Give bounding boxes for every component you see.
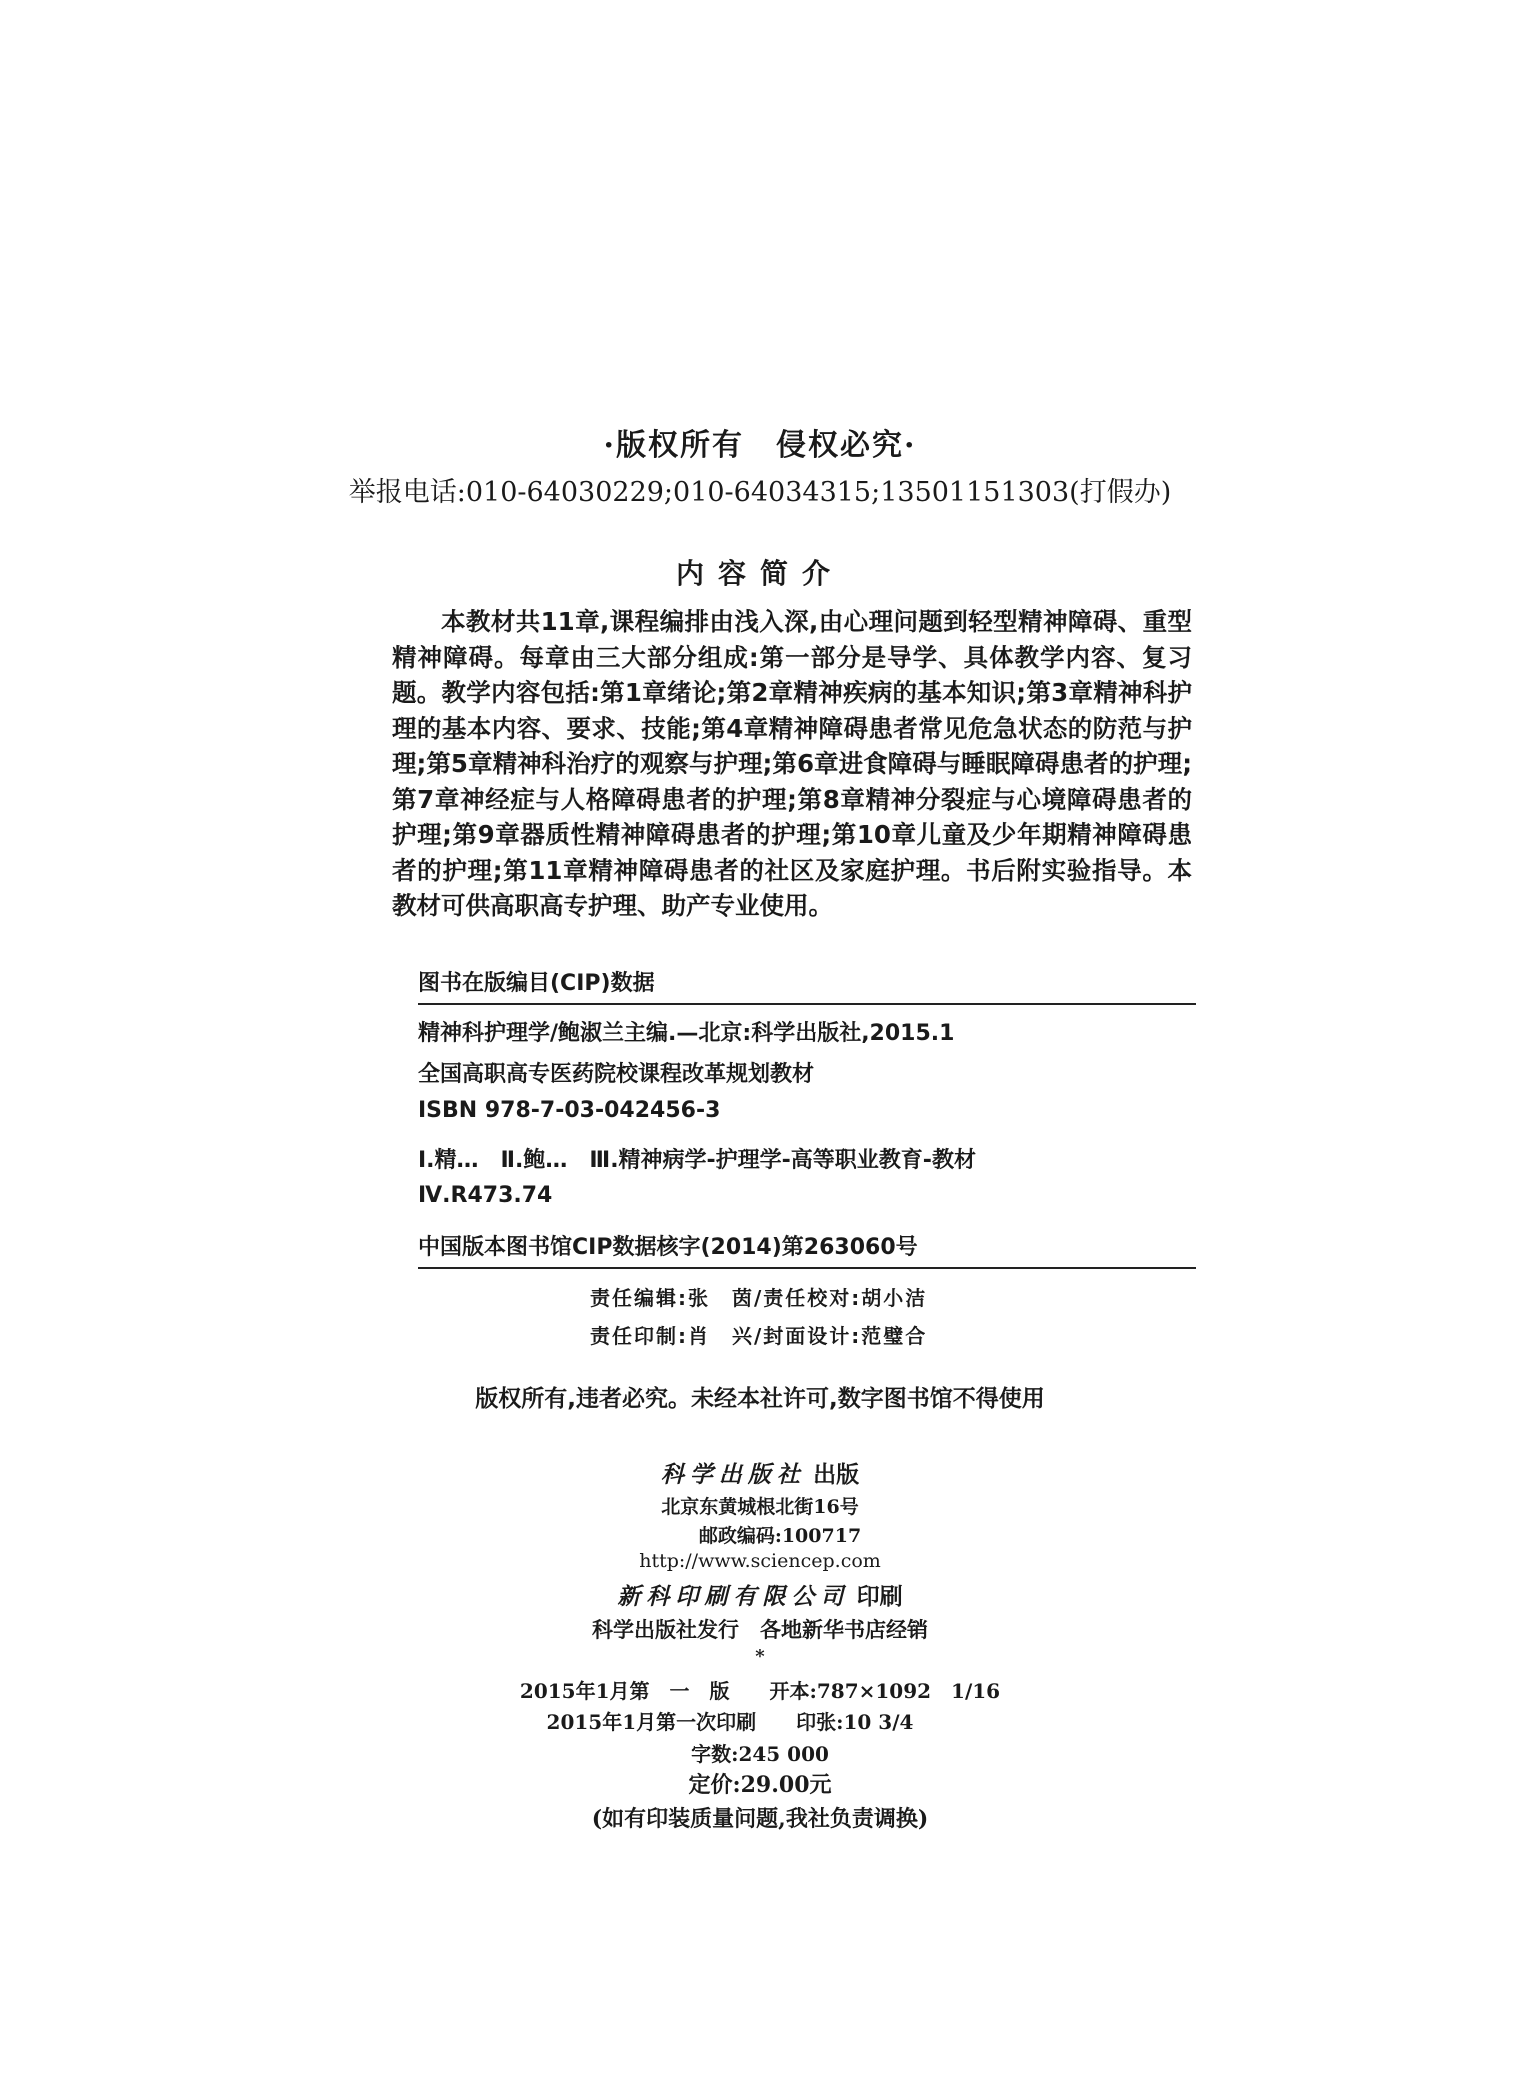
publisher-line [0,1456,1520,1489]
cip-line-5: Ⅳ.R473.74 [418,1183,553,1208]
cip-line-6: 中国版本图书馆CIP数据核字(2014)第263060号 [418,1235,918,1260]
distribution-line: 科学出版社发行 各地新华书店经销 [592,1617,928,1642]
publisher-address: 北京东黄城根北街16号 [661,1496,859,1518]
publisher-name: 科学出版社 [660,1461,806,1488]
printer-role: 印刷 [856,1583,903,1610]
cip-line-4: Ⅰ.精… Ⅱ.鲍… Ⅲ.精神病学-护理学-高等职业教育-教材 [418,1148,976,1173]
word-count: 字数:245 000 [691,1742,829,1766]
summary-body: 本教材共11章,课程编排由浅入深,由心理问题到轻型精神障碍、重型精神障碍。每章由三大部分组成:第一部分是导学、具体教学内容、复习题。教学内容包括:第1章绪论;第2章精神疾病的基本知识;第3章精神科护理的基本内容、要求、技能;第4章精神障碍患者常见危急状态的防范与护理;第5章精神科治疗的观察与护理;第6章进食障碍与睡眠障碍患者的护理;第7章神经症与人格障碍患者的护理;第8章精神分裂症与心境障碍患者的护理;第9章器质性精神障碍患者的护理;第10章儿童及少年期精神障碍患者的护理;第11章精神障碍患者的社区及家庭护理。书后附实验指导。本教材可供高职高专护理、助产专业使用。 [392,607,1192,920]
price: 定价:29.00元 [688,1772,832,1798]
cip-top-rule [418,1003,1196,1005]
printer-name: 新科印刷有限公司 [617,1583,850,1610]
cip-title: 图书在版编目(CIP)数据 [418,971,655,996]
summary-heading: 内容简介 [675,557,844,590]
quality-note: (如有印装质量问题,我社负责调换) [591,1806,929,1832]
cip-line-1: 精神科护理学/鲍淑兰主编.—北京:科学出版社,2015.1 [418,1021,955,1046]
separator-star: * [755,1646,765,1667]
cip-line-2: 全国高职高专医药院校课程改革规划教材 [418,1062,815,1087]
credits-line-1: 责任编辑:张 茵/责任校对:胡小洁 [590,1286,928,1310]
cip-line-3: ISBN 978-7-03-042456-3 [418,1098,721,1123]
publisher-website: http://www.sciencep.com [639,1550,881,1572]
edition-line: 2015年1月第 一 版 开本:787×1092 1/16 [519,1679,1001,1703]
publisher-postcode: 邮政编码:100717 [698,1525,862,1547]
credits-line-2: 责任印制:肖 兴/封面设计:范璧合 [590,1324,928,1348]
printer-line [0,1578,1520,1611]
publisher-role: 出版 [813,1461,860,1488]
copyright-title: ·版权所有 侵权必究· [603,428,917,463]
rights-notice: 版权所有,违者必究。未经本社许可,数字图书馆不得使用 [475,1386,1045,1412]
report-phone: 举报电话:010-64030229;010-64034315;13501151303(打假办) [348,477,1172,508]
cip-bottom-rule [418,1267,1196,1269]
printing-line: 2015年1月第一次印刷 印张:10 3/4 [546,1710,914,1734]
